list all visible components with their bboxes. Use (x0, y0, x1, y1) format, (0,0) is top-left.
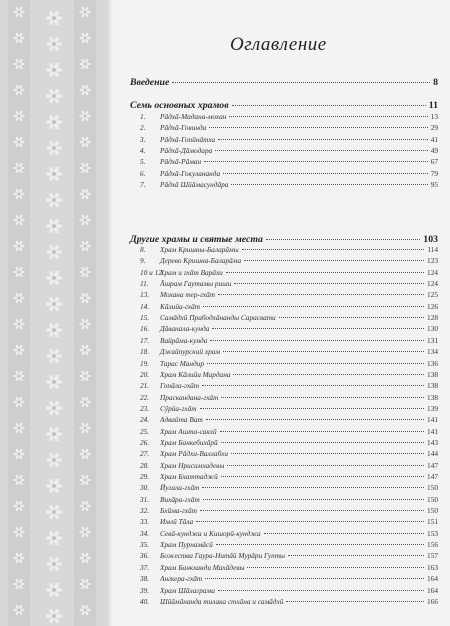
toc-entry[interactable] (140, 415, 438, 424)
flower-ornament-icon (79, 292, 91, 303)
dot-leader (234, 283, 424, 284)
entry-title: Самāдхӣ Прабодхāнанды Сарасвати (160, 313, 276, 323)
entry-number: 30. (140, 483, 150, 493)
entry-title: Шйāмāнанда тилака стхāна и самāдхӣ (160, 596, 284, 606)
flower-ornament-icon (46, 218, 62, 234)
flower-ornament-icon (79, 500, 91, 511)
entry-number: 37. (140, 562, 150, 572)
flower-ornament-icon (79, 84, 91, 95)
page-number: 8 (433, 77, 438, 88)
page-number: 141 (427, 426, 438, 436)
dot-leader (233, 374, 424, 375)
flower-ornament-icon (46, 88, 62, 104)
flower-ornament-icon (13, 188, 25, 199)
entry-title: Храм и гхāт Варāхи (160, 267, 223, 277)
flower-ornament-icon (46, 10, 62, 26)
entry-number: 10 и 12. (140, 267, 164, 277)
dot-leader (212, 328, 424, 329)
floral-pattern-icon (0, 0, 108, 626)
dot-leader (205, 578, 424, 579)
page-number: 123 (427, 256, 438, 266)
flower-ornament-icon (79, 318, 91, 329)
toc-entry[interactable] (140, 359, 438, 368)
dot-leader (247, 567, 424, 568)
entry-number: 20. (140, 369, 150, 379)
toc-entry[interactable] (140, 146, 438, 155)
flower-ornament-icon (79, 422, 91, 433)
dot-leader (227, 465, 424, 466)
entry-title: Рāдхā-Гопӣнāтха (160, 134, 216, 144)
flower-ornament-icon (13, 396, 25, 407)
page-number: 153 (427, 528, 438, 538)
flower-ornament-icon (13, 162, 25, 173)
flower-ornament-icon (79, 526, 91, 537)
toc-entry[interactable] (140, 449, 438, 458)
dot-leader (220, 431, 424, 432)
entry-title: Вайрāма-кунда (160, 335, 208, 345)
entry-number: 7. (140, 180, 146, 190)
section-title: Семь основных храмов (130, 100, 229, 111)
section-title: Введение (130, 77, 170, 88)
page-number: 150 (427, 494, 438, 504)
dot-leader (242, 249, 425, 250)
page-number: 128 (427, 313, 438, 323)
page-number: 114 (427, 245, 438, 254)
flower-ornament-icon (46, 348, 62, 364)
page-number: 138 (427, 381, 438, 391)
flower-ornament-icon (79, 6, 91, 17)
page-number: 143 (427, 437, 438, 447)
page-gutter-shadow (108, 0, 112, 626)
page-number: 164 (427, 585, 438, 595)
entry-number: 39. (140, 585, 150, 595)
flower-ornament-icon (46, 426, 62, 442)
dot-leader (203, 499, 424, 500)
dot-leader (286, 601, 424, 602)
entry-number: 33. (140, 517, 150, 527)
dot-leader (221, 442, 424, 443)
entry-number: 21. (140, 381, 150, 391)
entry-number: 3. (140, 134, 146, 144)
dot-leader (223, 173, 428, 174)
flower-ornament-icon (46, 374, 62, 390)
toc-entry[interactable] (140, 495, 438, 504)
entry-title: Храм Бхаттаджӣ (160, 472, 218, 481)
flower-ornament-icon (46, 504, 62, 520)
entry-number: 2. (140, 123, 146, 133)
toc-entry[interactable] (140, 256, 438, 265)
entry-title: Сӯрйа-гхāт (160, 403, 197, 413)
flower-ornament-icon (46, 62, 62, 78)
toc-entry[interactable] (140, 404, 438, 413)
flower-ornament-icon (46, 608, 62, 624)
toc-entry[interactable] (140, 313, 438, 322)
dot-leader (221, 397, 424, 398)
flower-ornament-icon (13, 110, 25, 121)
flower-ornament-icon (79, 162, 91, 173)
entry-number: 18. (140, 347, 150, 357)
entry-number: 9. (140, 256, 146, 266)
page-number: 29 (430, 123, 438, 133)
dot-leader (172, 82, 430, 83)
toc-entry[interactable] (140, 551, 438, 560)
flower-ornament-icon (79, 474, 91, 485)
dot-leader (203, 306, 424, 307)
entry-title: Рāдхā-Дāмодара (160, 146, 213, 156)
toc-entry[interactable] (140, 268, 438, 277)
toc-entry[interactable] (140, 574, 438, 583)
flower-ornament-icon (79, 370, 91, 381)
entry-title: Храм Пурнамāсӣ (160, 540, 213, 550)
entry-title: Рāдхā Шйāмасундāра (160, 180, 229, 190)
flower-ornament-icon (13, 318, 25, 329)
page-number: 125 (427, 290, 438, 300)
page-number: 144 (427, 449, 438, 459)
flower-ornament-icon (13, 370, 25, 381)
dot-leader (244, 260, 424, 261)
toc-entry[interactable] (140, 302, 438, 311)
dot-leader (279, 317, 424, 318)
entry-number: 29. (140, 472, 150, 481)
flower-ornament-icon (79, 604, 91, 615)
toc-entry[interactable] (140, 540, 438, 549)
flower-ornament-icon (79, 552, 91, 563)
entry-title: Севā-кунджа и Кишорӣ-кунджа (160, 528, 261, 538)
flower-ornament-icon (13, 292, 25, 303)
toc-entry[interactable] (140, 245, 438, 254)
flower-ornament-icon (46, 244, 62, 260)
page-number: 139 (427, 403, 438, 413)
flower-ornament-icon (13, 6, 25, 17)
toc-section-heading[interactable] (130, 77, 438, 88)
flower-ornament-icon (79, 188, 91, 199)
toc-entry[interactable] (140, 517, 438, 526)
entry-title: Храм Кāлийи Мардана (160, 369, 231, 379)
toc-entry[interactable] (140, 461, 438, 470)
flower-ornament-icon (79, 448, 91, 459)
flower-ornament-icon (13, 448, 25, 459)
entry-number: 36. (140, 551, 150, 561)
page-number: 126 (427, 301, 438, 311)
page-number: 79 (430, 168, 438, 178)
entry-title: Храм Нрисимхадевы (160, 460, 225, 470)
flower-ornament-icon (13, 136, 25, 147)
entry-title: Йугала-гхāт (160, 483, 200, 493)
entry-number: 38. (140, 574, 150, 584)
page-title: Оглавление (230, 34, 327, 55)
page-number: 163 (427, 562, 438, 572)
dot-leader (223, 351, 424, 352)
toc-entry[interactable] (140, 370, 438, 379)
entry-title: Бхӣма-гхāт (160, 506, 197, 516)
toc-entry[interactable] (140, 393, 438, 402)
page-number: 150 (427, 483, 438, 493)
entry-number: 16. (140, 324, 150, 334)
toc-entry[interactable] (140, 597, 438, 606)
toc-entry[interactable] (140, 427, 438, 436)
flower-ornament-icon (79, 58, 91, 69)
entry-number: 11. (140, 279, 149, 289)
dot-leader (215, 150, 427, 151)
entry-number: 1. (140, 112, 146, 121)
page-number: 164 (427, 574, 438, 584)
page-number: 124 (427, 267, 438, 277)
dot-leader (202, 487, 424, 488)
flower-ornament-icon (46, 166, 62, 182)
flower-ornament-icon (13, 604, 25, 615)
toc-entry[interactable] (140, 123, 438, 132)
entry-title: Храм Банкебихāрӣ (160, 437, 218, 447)
page-number: 166 (427, 596, 438, 606)
toc-entry[interactable] (140, 180, 438, 189)
flower-ornament-icon (13, 500, 25, 511)
entry-title: Праскандана-гхāт (160, 392, 219, 402)
page-number: 124 (427, 279, 438, 289)
page-number: 11 (428, 100, 438, 111)
flower-ornament-icon (79, 240, 91, 251)
decorative-ornament-border (0, 0, 108, 626)
flower-ornament-icon (46, 114, 62, 130)
dot-leader (200, 408, 425, 409)
entry-number: 27. (140, 449, 150, 459)
entry-number: 14. (140, 301, 150, 311)
dot-leader (229, 116, 427, 117)
entry-number: 32. (140, 506, 150, 516)
toc-entry[interactable] (140, 586, 438, 595)
flower-ornament-icon (46, 582, 62, 598)
dot-leader (218, 139, 428, 140)
flower-ornament-icon (46, 478, 62, 494)
toc-entry[interactable] (140, 112, 438, 121)
entry-title: Āшрам Гаутамы риши (160, 279, 232, 289)
page-number: 67 (430, 157, 438, 167)
flower-ornament-icon (46, 36, 62, 52)
entry-number: 5. (140, 157, 146, 167)
entry-number: 34. (140, 528, 150, 538)
entry-number: 22. (140, 392, 150, 402)
toc-entry[interactable] (140, 169, 438, 178)
toc-section-heading[interactable] (130, 100, 438, 111)
entry-title: Храм Ашта-сакхӣ (160, 426, 217, 436)
toc-entry[interactable] (140, 135, 438, 144)
entry-title: Храм Рāдхи-Валлабхи (160, 449, 228, 459)
flower-ornament-icon (79, 396, 91, 407)
entry-title: Гопāла-гхāт (160, 381, 200, 391)
entry-number: 26. (140, 437, 150, 447)
flower-ornament-icon (46, 192, 62, 208)
toc-entry[interactable] (140, 438, 438, 447)
dot-leader (218, 294, 424, 295)
flower-ornament-icon (13, 422, 25, 433)
dot-leader (210, 340, 424, 341)
section-title: Другие храмы и святые места (130, 234, 263, 245)
toc-entry[interactable] (140, 290, 438, 299)
dot-leader (264, 533, 424, 534)
entry-number: 24. (140, 415, 150, 425)
toc-entry[interactable] (140, 157, 438, 166)
dot-leader (209, 127, 427, 128)
entry-number: 4. (140, 146, 146, 156)
flower-ornament-icon (13, 214, 25, 225)
entry-title: Храм Кришны-Баларāмы (160, 245, 239, 254)
flower-ornament-icon (13, 552, 25, 563)
dot-leader (231, 184, 427, 185)
flower-ornament-icon (13, 578, 25, 589)
flower-ornament-icon (13, 84, 25, 95)
entry-number: 17. (140, 335, 150, 345)
entry-title: Ангкера-гхāт (160, 574, 203, 584)
entry-number: 31. (140, 494, 150, 504)
flower-ornament-icon (79, 136, 91, 147)
dot-leader (196, 521, 424, 522)
page-number: 49 (430, 146, 438, 156)
flower-ornament-icon (13, 240, 25, 251)
entry-title: Храм Банкханди Махāдевы (160, 562, 245, 572)
toc-section-heading[interactable] (130, 234, 438, 245)
toc-entry[interactable] (140, 381, 438, 390)
flower-ornament-icon (79, 266, 91, 277)
page-number: 131 (427, 335, 438, 345)
flower-ornament-icon (13, 32, 25, 43)
flower-ornament-icon (79, 344, 91, 355)
dot-leader (206, 419, 424, 420)
flower-ornament-icon (46, 452, 62, 468)
entry-title: Рāдхā-Мадана-мохан (160, 112, 227, 121)
page-number: 136 (427, 358, 438, 368)
dot-leader (218, 590, 424, 591)
toc-entry[interactable] (140, 506, 438, 515)
page-number: 138 (427, 392, 438, 402)
entry-title: Адвайта Ват (160, 415, 203, 425)
entry-title: Рāдхā-Гокулананда (160, 168, 221, 178)
entry-title: Мохана тер-гхāт (160, 290, 215, 300)
entry-number: 13. (140, 290, 150, 300)
flower-ornament-icon (13, 58, 25, 69)
page-number: 130 (427, 324, 438, 334)
flower-ornament-icon (13, 526, 25, 537)
flower-ornament-icon (13, 474, 25, 485)
entry-title: Дерево Кришна-Баларāма (160, 256, 242, 266)
entry-title: Тарас Мандир (160, 358, 205, 368)
page-number: 141 (427, 415, 438, 425)
page-number: 147 (427, 472, 438, 481)
dot-leader (226, 272, 424, 273)
dot-leader (202, 385, 424, 386)
flower-ornament-icon (79, 110, 91, 121)
dot-leader (204, 161, 428, 162)
page-number: 157 (427, 551, 438, 561)
toc-entry[interactable] (140, 563, 438, 572)
entry-number: 6. (140, 168, 146, 178)
toc-entry[interactable] (140, 529, 438, 538)
flower-ornament-icon (46, 322, 62, 338)
toc-entry[interactable] (140, 324, 438, 333)
page-number: 147 (427, 460, 438, 470)
flower-ornament-icon (46, 556, 62, 572)
entry-title: Вихāра-гхāт (160, 494, 200, 504)
entry-number: 40. (140, 596, 150, 606)
toc-entry[interactable] (140, 279, 438, 288)
entry-number: 35. (140, 540, 150, 550)
entry-number: 8. (140, 245, 146, 254)
flower-ornament-icon (79, 32, 91, 43)
dot-leader (231, 453, 424, 454)
flower-ornament-icon (46, 530, 62, 546)
flower-ornament-icon (79, 578, 91, 589)
dot-leader (232, 105, 426, 106)
dot-leader (221, 476, 424, 477)
entry-title: Храм Шāлаграма (160, 585, 215, 595)
entry-title: Кāлийа-гхāт (160, 301, 201, 311)
flower-ornament-icon (13, 344, 25, 355)
entry-title: Рāдхā-Рāман (160, 157, 202, 167)
page-number: 151 (427, 517, 438, 527)
flower-ornament-icon (46, 296, 62, 312)
entry-number: 23. (140, 403, 150, 413)
flower-ornament-icon (13, 266, 25, 277)
dot-leader (288, 555, 424, 556)
toc-entry[interactable] (140, 483, 438, 492)
dot-leader (200, 510, 424, 511)
dot-leader (216, 544, 424, 545)
page-number: 13 (430, 112, 438, 121)
entry-title: Дāванала-кунда (160, 324, 210, 334)
page-number: 150 (427, 506, 438, 516)
toc-entry[interactable] (140, 336, 438, 345)
dot-leader (266, 239, 420, 240)
flower-ornament-icon (46, 400, 62, 416)
dot-leader (207, 363, 424, 364)
flower-ornament-icon (46, 270, 62, 286)
flower-ornament-icon (79, 214, 91, 225)
entry-title: Рāдхā-Говинда (160, 123, 207, 133)
page-number: 138 (427, 369, 438, 379)
toc-entry[interactable] (140, 472, 438, 481)
entry-number: 19. (140, 358, 150, 368)
toc-entry[interactable] (140, 347, 438, 356)
page-number: 134 (427, 347, 438, 357)
entry-number: 15. (140, 313, 150, 323)
flower-ornament-icon (46, 140, 62, 156)
page-number: 156 (427, 540, 438, 550)
entry-number: 25. (140, 426, 150, 436)
entry-title: Божества Гаура-Нитāй Мурāри Гупты (160, 551, 285, 561)
page-number: 103 (423, 234, 438, 245)
page-number: 95 (430, 180, 438, 190)
entry-title: Джайпурский храм (160, 347, 221, 357)
page-number: 41 (430, 134, 438, 144)
entry-title: Имлӣ Тāла (160, 517, 194, 527)
entry-number: 28. (140, 460, 150, 470)
